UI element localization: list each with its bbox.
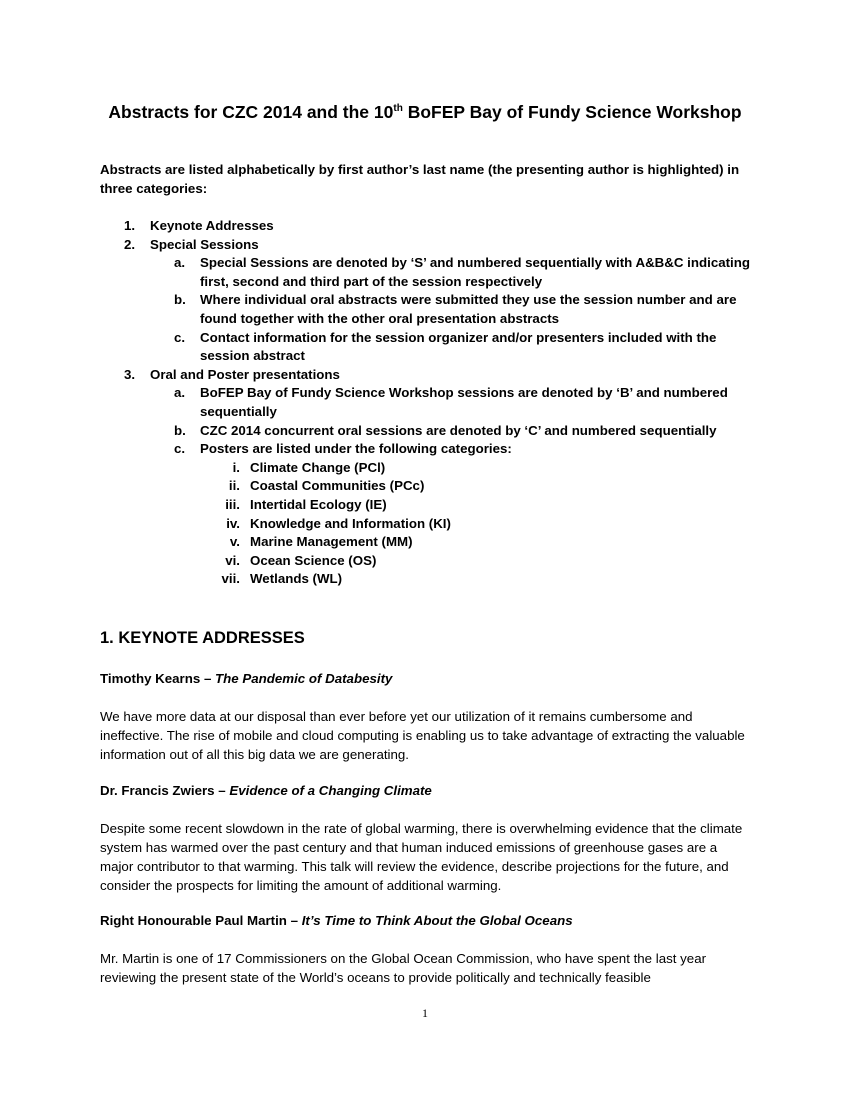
intro-paragraph: Abstracts are listed alphabetically by first author’s last name (the presenting author is highlighted) in three categories: [100,162,740,196]
poster-category: v. Marine Management (MM) [229,534,413,550]
keynote-heading: Dr. Francis Zwiers – Evidence of a Changing Climate [100,783,432,798]
keynote-abstract: Despite some recent slowdown in the rate of global warming, there is overwhelming evidence that the climate system has warmed over the past century and that human induced emissions of greenhouse gases are a major contributor to that warming. This talk will review the evidence, describe projections for the future, and consider the prospects for limiting the amount of additional warming. [100,821,743,893]
title-text: Abstracts for CZC 2014 and the 10 [108,102,394,122]
keynote-heading: Right Honourable Paul Martin – It’s Time to Think About the Global Oceans [100,913,573,928]
talk-title: The Pandemic of Databesity [215,671,393,686]
poster-category: vii. Wetlands (WL) [221,571,343,587]
outline-item-oral-poster: 3. Oral and Poster presentations [124,366,340,382]
outline-item-keynotes: 1. Keynote Addresses [124,218,274,233]
outline-item-special-sessions: 2. Special Sessions [124,236,259,252]
talk-title: It’s Time to Think About the Global Oceans [301,913,573,928]
speaker-name: Timothy Kearns [100,671,201,686]
outline-subitem: c. Posters are listed under the following categories: [174,441,512,457]
poster-category: iii. Intertidal Ecology (IE) [225,496,387,512]
outline-subitem: a. BoFEP Bay of Fundy Science Workshop sessions are denoted by ‘B’ and numbered sequentially [174,385,728,419]
poster-category: vi. Ocean Science (OS) [225,552,377,568]
poster-category: iv. Knowledge and Information (KI) [226,515,451,531]
title-text-end: BoFEP Bay of Fundy Science Workshop [402,102,742,122]
title-superscript: th [393,103,403,115]
poster-category: i. Climate Change (PCl) [232,459,386,475]
category-outline [100,217,750,589]
speaker-name: Dr. Francis Zwiers [100,783,215,798]
poster-category: ii. Coastal Communities (PCc) [228,478,425,494]
page-number: 1 [422,1006,428,1020]
speaker-name: Right Honourable Paul Martin [100,913,287,928]
document-title [100,100,750,124]
keynote-heading: Timothy Kearns – The Pandemic of Databesity [100,671,393,686]
outline-subitem: c. Contact information for the session organizer and/or presenters included with the session abstract [174,329,717,364]
outline-subitem: a. Special Sessions are denoted by ‘S’ and numbered sequentially with A&B&C indicating first, second and third part of the session respectively [174,255,750,289]
outline-subitem: b. Where individual oral abstracts were submitted they use the session number and are found together with the other oral presentation abstracts [174,292,737,326]
talk-title: Evidence of a Changing Climate [229,783,432,798]
keynote-abstract: We have more data at our disposal than ever before yet our utilization of it remains cumbersome and ineffective. The rise of mobile and cloud computing is enabling us to take advantage of extracting the valuable information out of all this big data we are generating. [100,709,745,762]
section-heading: 1. KEYNOTE ADDRESSES [100,629,305,647]
keynote-abstract: Mr. Martin is one of 17 Commissioners on the Global Ocean Commission, who have spent the last year reviewing the present state of the World’s oceans to provide politically and technically feasible [100,951,707,985]
outline-subitem: b. CZC 2014 concurrent oral sessions are denoted by ‘C’ and numbered sequentially [174,422,717,438]
